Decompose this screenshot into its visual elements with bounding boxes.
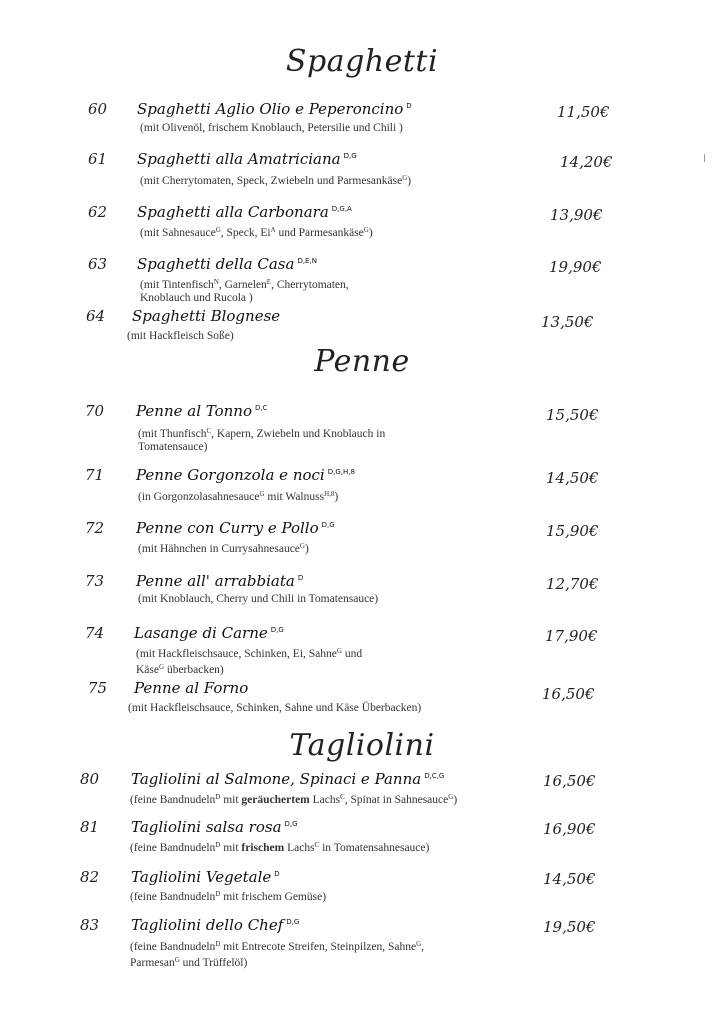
section-title-penne: Penne <box>314 344 410 379</box>
item-description: (feine Bandnudeln$^D$ mit frischem Gemüse) <box>130 890 327 903</box>
item-price: 16,90€ <box>543 820 596 838</box>
item-number: 60 <box>88 100 108 118</box>
item-price: 13,50€ <box>541 313 594 331</box>
item-name: Penne con Curry e Pollo $^{D,G}$ <box>136 519 335 537</box>
item-description: (mit Thunfisch$^C$, Kapern, Zwiebeln und Knoblauch in Tomatensauce) <box>138 427 386 453</box>
item-price: 11,50€ <box>557 103 610 121</box>
item-number: 82 <box>80 868 100 886</box>
item-description: (mit Tintenfisch$^N$, Garnelen$^E$, Cherrytomaten, Knoblauch und Rucola ) <box>140 278 349 304</box>
item-name: Spaghetti Blognese <box>132 307 281 325</box>
item-price: 14,20€ <box>560 153 613 171</box>
item-price: 16,50€ <box>542 685 595 703</box>
item-price: 12,70€ <box>546 575 599 593</box>
item-name: Tagliolini al Salmone, Spinaci e Panna $^{D,C,G}$ <box>131 770 445 788</box>
item-number: 61 <box>88 150 108 168</box>
item-price: 15,90€ <box>546 522 599 540</box>
item-name: Tagliolini salsa rosa $^{D,G}$ <box>131 818 298 836</box>
item-number: 74 <box>85 624 105 642</box>
section-title-spaghetti: Spaghetti <box>285 44 439 79</box>
item-description: (mit Hackfleischsauce, Schinken, Sahne und Käse Überbacken) <box>128 702 422 714</box>
item-description: (mit Hackfleischsauce, Schinken, Ei, Sahne$^G$ und Käse$^G$ überbacken) <box>136 647 363 676</box>
item-price: 15,50€ <box>546 406 599 424</box>
item-description: (mit Hackfleisch Soße) <box>127 330 234 342</box>
item-price: 16,50€ <box>543 772 596 790</box>
item-number: 64 <box>86 307 106 325</box>
item-description: (mit Olivenöl, frischem Knoblauch, Petersilie und Chili ) <box>140 122 403 134</box>
item-price: 19,90€ <box>549 258 602 276</box>
item-name: Tagliolini Vegetale $^D$ <box>131 868 280 886</box>
item-price: 19,50€ <box>543 918 596 936</box>
item-name: Penne al Tonno $^{D,C}$ <box>136 402 268 420</box>
item-name: Lasange di Carne $^{D,G}$ <box>134 624 284 642</box>
section-title-tagliolini: Tagliolini <box>289 728 435 763</box>
item-price: 13,90€ <box>550 206 603 224</box>
item-description: (in Gorgonzolasahnesauce$^G$ mit Walnuss$^{H,8}$) <box>138 490 339 503</box>
item-description: (feine Bandnudeln$^D$ mit frischem Lachs$^C$ in Tomatensahnesauce) <box>130 841 430 854</box>
item-name: Penne all' arrabbiata $^D$ <box>136 572 304 590</box>
item-description: (mit Sahnesauce$^G$, Speck, $Ei^A$ und Parmesankäse$^G$) <box>140 226 373 239</box>
item-number: 72 <box>85 519 105 537</box>
item-price: 14,50€ <box>546 469 599 487</box>
item-description: (mit Hähnchen in Currysahnesauce$^G$) <box>138 542 309 555</box>
item-description: (feine Bandnudeln$^D$ mit Entrecote Streifen, Steinpilzen, Sahne$^G$, Parmesan$^G$ und Trüffelöl) <box>130 940 425 969</box>
item-description: (feine Bandnudeln$^D$ mit geräuchertem Lachs$^C$, Spinat in Sahnesauce$^G$) <box>130 793 458 806</box>
item-number: 83 <box>80 916 100 934</box>
item-name: Penne Gorgonzola e noci $^{D,G,H,8}$ <box>136 466 355 484</box>
item-price: 14,50€ <box>543 870 596 888</box>
item-description: (mit Cherrytomaten, Speck, Zwiebeln und Parmesankäse$^G$) <box>140 174 412 187</box>
scan-mark <box>704 154 705 162</box>
item-name: Penne al Forno <box>134 679 249 697</box>
item-number: 81 <box>80 818 100 836</box>
item-name: Spaghetti Aglio Olio e Peperoncino $^D$ <box>137 100 412 118</box>
item-number: 63 <box>88 255 108 273</box>
item-number: 71 <box>85 466 105 484</box>
item-number: 73 <box>85 572 105 590</box>
item-name: Spaghetti della Casa $^{D,E,N}$ <box>137 255 317 273</box>
item-description: (mit Knoblauch, Cherry und Chili in Tomatensauce) <box>138 593 379 605</box>
item-number: 70 <box>85 402 105 420</box>
item-number: 75 <box>88 679 108 697</box>
item-name: Tagliolini dello Chef $^{D,G}$ <box>131 916 300 934</box>
item-name: Spaghetti alla Carbonara $^{D,G,A}$ <box>137 203 352 221</box>
item-number: 62 <box>88 203 108 221</box>
item-name: Spaghetti alla Amatriciana $^{D,G}$ <box>137 150 357 168</box>
item-price: 17,90€ <box>545 627 598 645</box>
item-number: 80 <box>80 770 100 788</box>
